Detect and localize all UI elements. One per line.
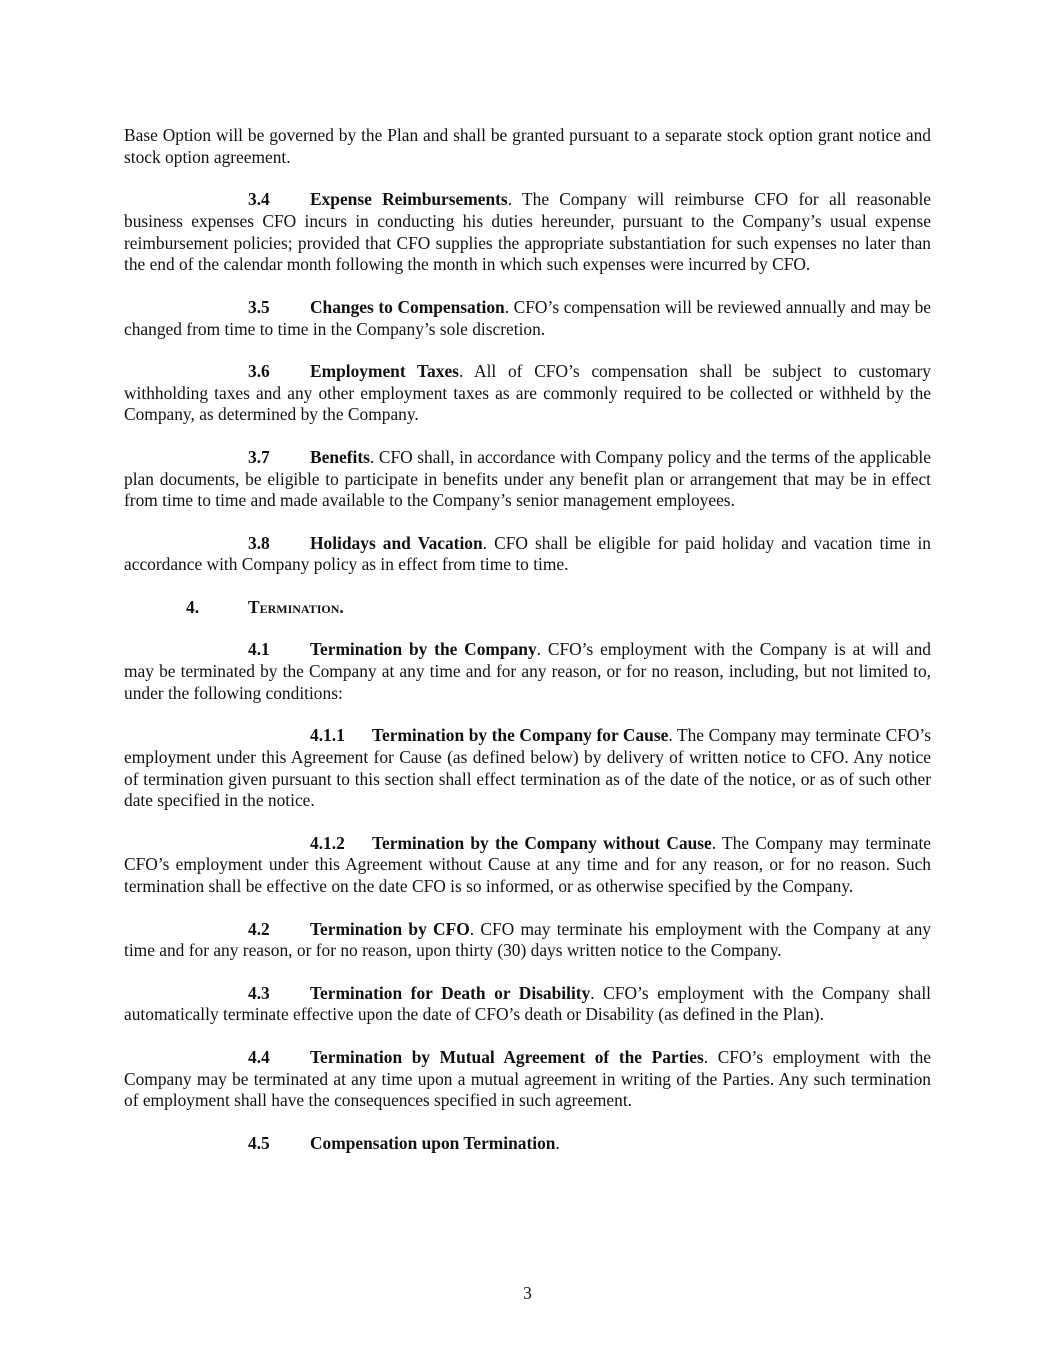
section-3-6 <box>124 361 931 426</box>
intro-text: Base Option will be governed by the Plan and shall be granted pursuant to a separate stock option grant notice and stock option agreement. <box>124 125 931 167</box>
section-text: . CFO’s compensation will be reviewed annually and may be changed from time to time in the Company’s sole discretion. <box>124 296 931 339</box>
section-title: Termination by the Company for Cause <box>372 724 669 745</box>
section-3-5 <box>124 297 931 341</box>
section-number: 4. <box>186 596 200 617</box>
section-3-7 <box>124 447 931 512</box>
section-number: 3.5 <box>248 296 270 317</box>
section-number: 3.4 <box>248 189 270 210</box>
section-title: Termination by CFO <box>310 918 470 939</box>
section-number: 4.5 <box>248 1132 270 1153</box>
section-4-5 <box>124 1133 931 1155</box>
section-title: Termination by the Company without Cause <box>372 832 712 853</box>
section-text: . CFO may terminate his employment with the Company at any time and for any reason, or for no reason, upon thirty (30) days written notice to the Company. <box>124 918 931 961</box>
section-text: . CFO’s employment with the Company shall automatically terminate effective upon the date of CFO’s death or Disability (as defined in the Plan). <box>124 982 931 1025</box>
section-title: Termination for Death or Disability <box>310 982 591 1003</box>
section-3-8 <box>124 533 931 577</box>
section-number: 4.1 <box>248 639 270 660</box>
section-text: . The Company may terminate CFO’s employment under this Agreement for Cause (as defined below) by delivery of written notice to CFO. Any notice of termination given pursuant to this section shall effect termination as of the date of the notice, or as of such other date specified in the notice. <box>124 724 931 811</box>
section-title: Employment Taxes <box>310 360 459 381</box>
document-body <box>124 125 931 1175</box>
section-4-2 <box>124 919 931 963</box>
section-title: Changes to Compensation <box>310 296 505 317</box>
section-text: . CFO’s employment with the Company is at will and may be terminated by the Company at any time and for any reason, or for no reason, including, but not limited to, under the following conditions: <box>124 639 931 703</box>
section-4-heading <box>124 597 931 619</box>
section-text: . CFO shall, in accordance with Company policy and the terms of the applicable plan documents, be eligible to participate in benefits under any benefit plan or arrangement that may be in effect from time to time and made available to the Company’s senior management employees. <box>124 446 931 511</box>
section-number: 3.7 <box>248 446 270 467</box>
section-number: 3.6 <box>248 360 270 381</box>
section-number: 4.2 <box>248 918 270 939</box>
section-number: 4.1.2 <box>310 832 345 853</box>
section-4-1-1 <box>124 725 931 812</box>
section-number: 4.3 <box>248 982 270 1003</box>
section-title: Termination by Mutual Agreement of the Parties <box>310 1046 704 1067</box>
section-number: 4.1.1 <box>310 724 345 745</box>
section-text: . CFO’s employment with the Company may be terminated at any time upon a mutual agreement in writing of the Parties. Any such termination of employment shall have the consequences specified in such agreement. <box>124 1046 931 1111</box>
section-4-3 <box>124 983 931 1027</box>
paragraph-intro <box>124 125 931 169</box>
section-4-4 <box>124 1047 931 1112</box>
section-text: . All of CFO’s compensation shall be subject to customary withholding taxes and any other employment taxes as are commonly required to be collected or withheld by the Company, as determined by the Company. <box>124 360 932 425</box>
section-text: . The Company may terminate CFO’s employment under this Agreement without Cause at any time and for any reason, or for no reason. Such termination shall be effective on the date CFO is so informed, or as otherwise specified by the Company. <box>124 832 931 897</box>
section-title: Benefits <box>310 446 370 467</box>
section-text: . <box>555 1132 560 1153</box>
section-heading-title: Termination. <box>248 596 344 617</box>
section-text: . The Company will reimburse CFO for all reasonable business expenses CFO incurs in conducting his duties hereunder, pursuant to the Company’s usual expense reimbursement policies; provided that CFO supplies the appropriate substantiation for such expenses no later than the end of the calendar month following the month in which such expenses were incurred by CFO. <box>124 189 931 275</box>
section-number: 3.8 <box>248 532 270 553</box>
page-number: 3 <box>523 1283 532 1303</box>
section-number: 4.4 <box>248 1046 270 1067</box>
section-4-1 <box>124 639 931 704</box>
section-title: Expense Reimbursements <box>310 189 508 210</box>
section-text: . CFO shall be eligible for paid holiday and vacation time in accordance with Company policy as in effect from time to time. <box>124 532 931 575</box>
section-title: Compensation upon Termination <box>310 1132 556 1153</box>
section-title: Holidays and Vacation <box>310 532 483 553</box>
section-title: Termination by the Company <box>310 639 537 660</box>
section-3-4 <box>124 189 931 276</box>
section-4-1-2 <box>124 833 931 898</box>
